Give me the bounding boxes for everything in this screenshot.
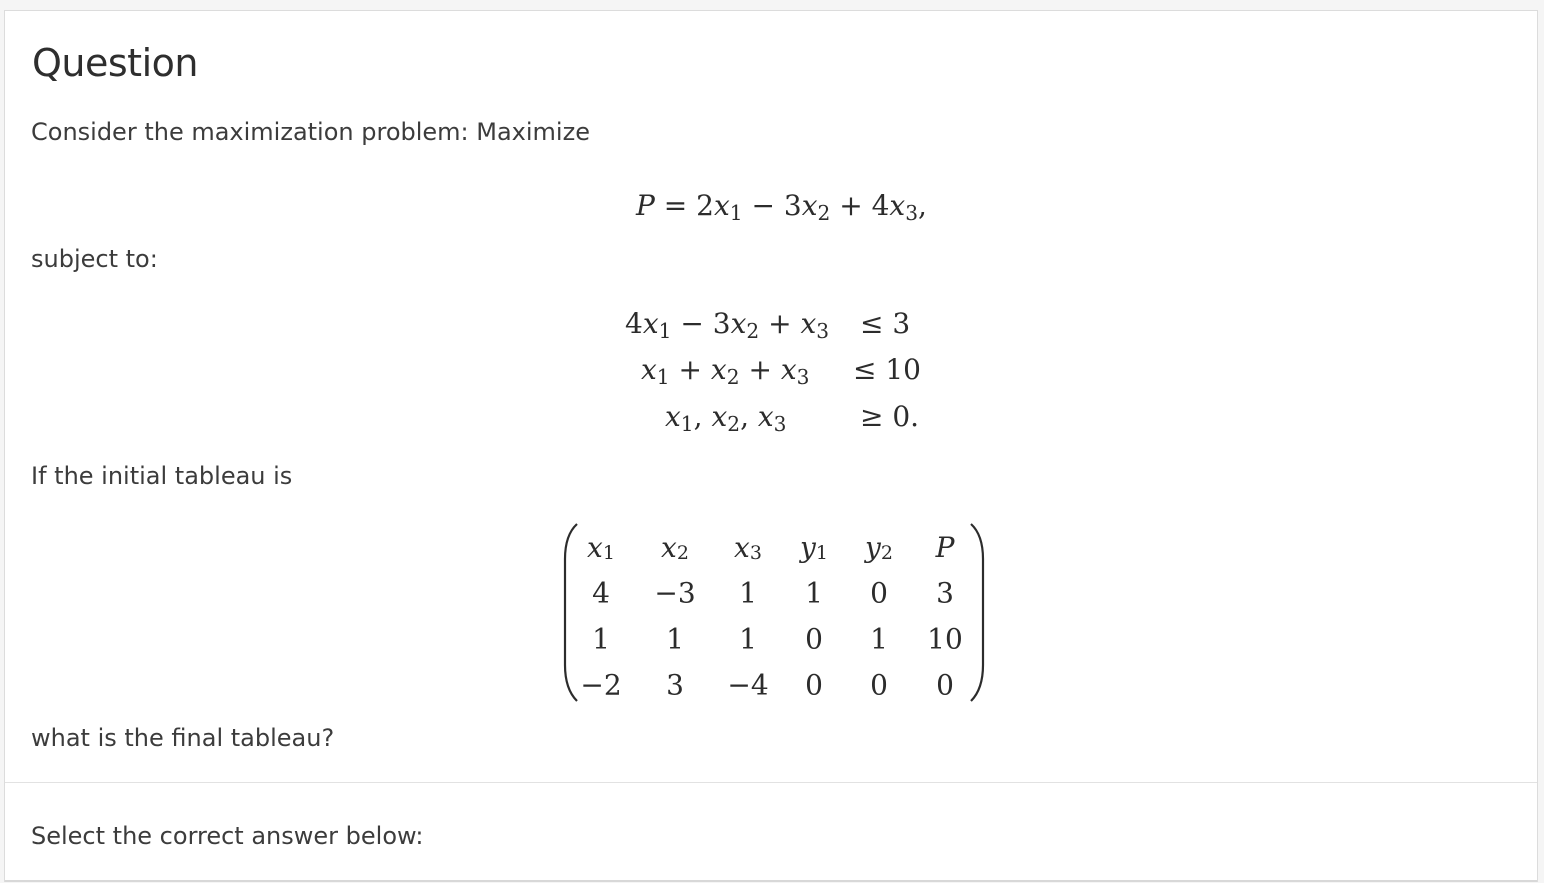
tableau-cell-r3c3: −4 [727, 668, 769, 702]
tableau-cell-r3c2: 3 [666, 668, 684, 702]
tableau-header-x3: x3 [734, 530, 762, 564]
question-card [4, 10, 1538, 882]
constraint-3-rhs: ≥ 0. [860, 400, 920, 433]
section-divider [5, 782, 1537, 783]
question-heading: Question [32, 41, 198, 85]
constraint-1-rhs: ≤ 3 [860, 307, 911, 340]
tableau-cell-r1c6: 3 [936, 576, 954, 610]
tableau-cell-r3c6: 0 [936, 668, 954, 702]
tableau-cell-r2c3: 1 [739, 622, 757, 656]
tableau-cell-r2c4: 0 [805, 622, 823, 656]
final-tableau-prompt: what is the final tableau? [31, 724, 335, 752]
tableau-cell-r2c6: 10 [927, 622, 963, 656]
tableau-header-y1: y1 [800, 530, 828, 564]
tableau-cell-r3c5: 0 [870, 668, 888, 702]
tableau-cell-r2c1: 1 [592, 622, 610, 656]
tableau-header-x1: x1 [587, 530, 615, 564]
tableau-cell-r1c5: 0 [870, 576, 888, 610]
initial-tableau-intro: If the initial tableau is [31, 462, 293, 490]
constraint-1-lhs: $4x_1 - 3x_2 + x_3$ [625, 307, 830, 344]
constraint-3-lhs: $x_1$, $x_2$, $x_3$ [665, 400, 787, 437]
problem-intro: Consider the maximization problem: Maximize [31, 118, 590, 146]
tableau-cell-r3c1: −2 [580, 668, 622, 702]
select-answer-prompt: Select the correct answer below: [31, 822, 424, 850]
objective-function: $P = 2x_1 - 3x_2 + 4x_3$, [636, 189, 927, 226]
tableau-cell-r1c1: 4 [592, 576, 610, 610]
constraint-2-lhs: $x_1 + x_2 + x_3$ [641, 353, 810, 390]
initial-tableau-matrix [5, 11, 1539, 883]
tableau-cell-r2c2: 1 [666, 622, 684, 656]
constraint-2-rhs: ≤ 10 [853, 353, 921, 386]
tableau-header-y2: y2 [865, 530, 893, 564]
tableau-cell-r1c3: 1 [739, 576, 757, 610]
tableau-cell-r3c4: 0 [805, 668, 823, 702]
tableau-cell-r1c2: −3 [654, 576, 696, 610]
tableau-cell-r1c4: 1 [805, 576, 823, 610]
right-parenthesis [971, 524, 983, 701]
tableau-header-x2: x2 [661, 530, 689, 564]
left-parenthesis [565, 524, 577, 701]
subject-to-label: subject to: [31, 245, 158, 273]
tableau-header-p: P [935, 530, 955, 564]
tableau-cell-r2c5: 1 [870, 622, 888, 656]
